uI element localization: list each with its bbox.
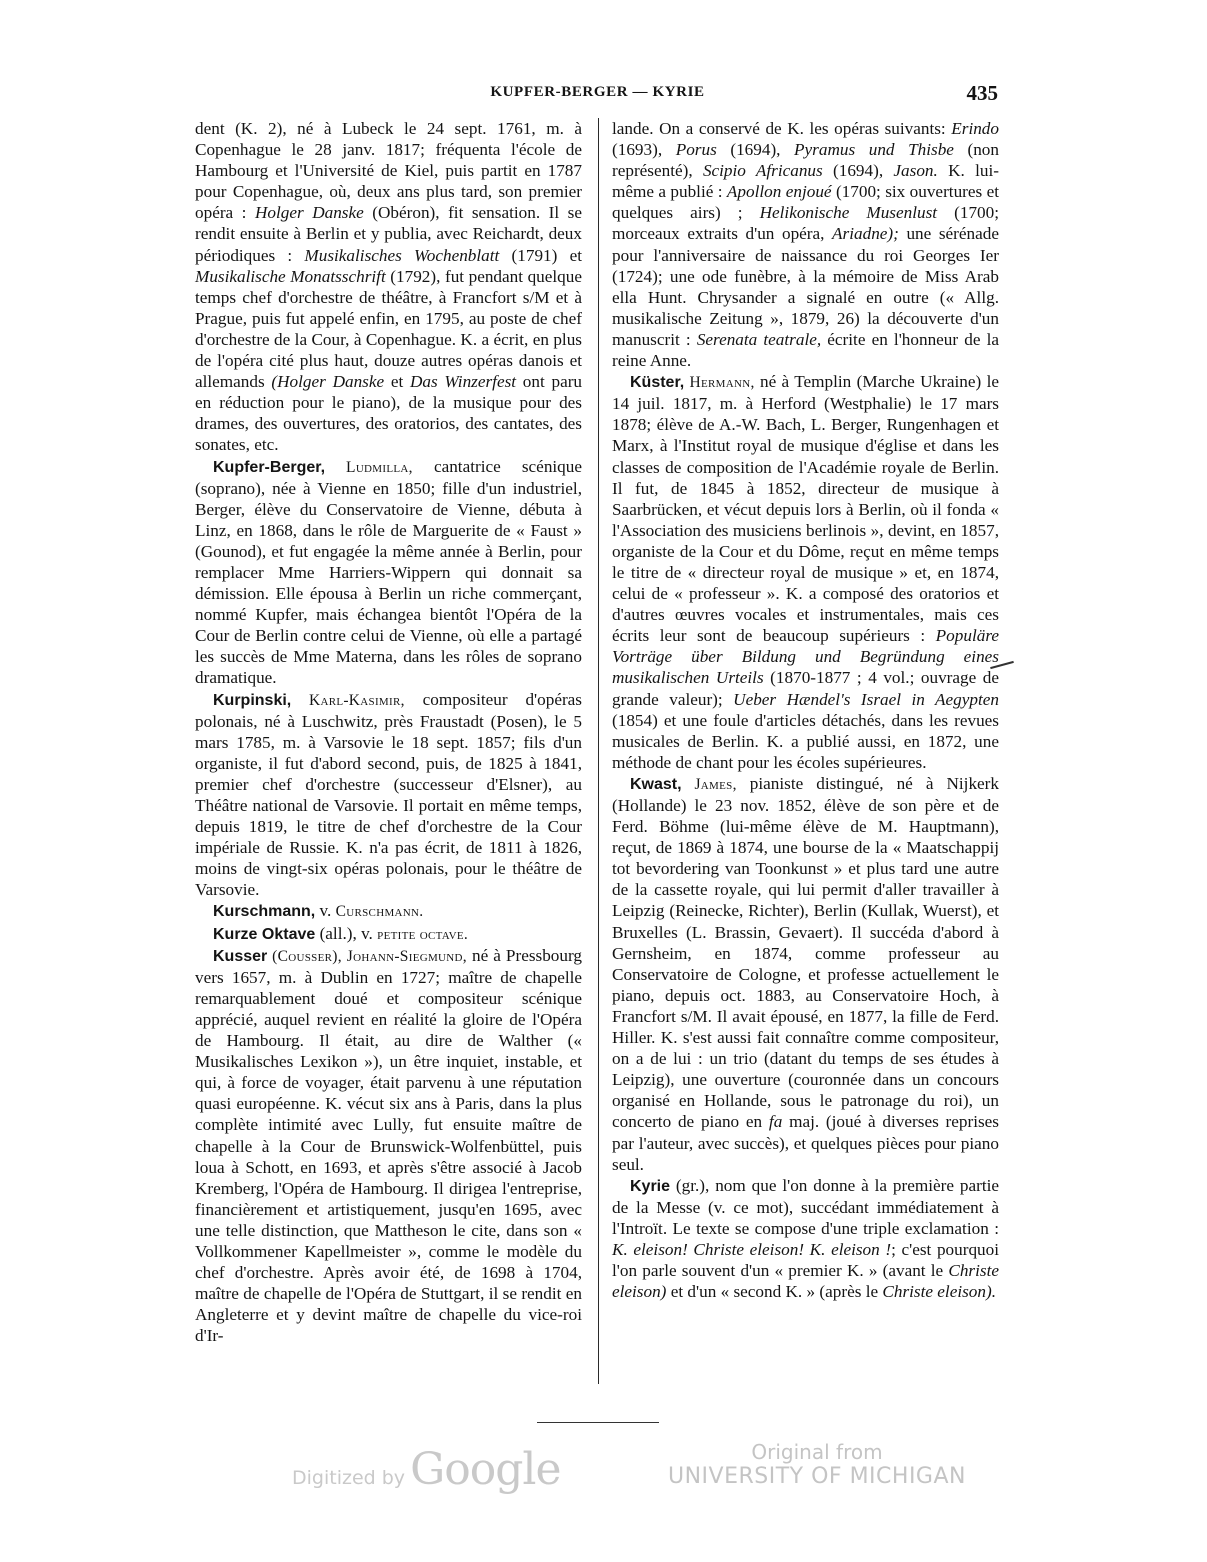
entry-kuster: Küster, Hermann, né à Templin (Marche Ukraine) le 14 juil. 1817, m. à Herford (Westphalie) le 17 mars 1878; élève de A.-W. Bach, L. Berger, Rungenhagen et Marx, à l'Institut royal de musique d'église et dans les classes de composition de l'Académie royale de Berlin. Il fut, de 1845 à 1852, directeur de musique à Saarbrücken, et vécut depuis lors à Berlin, où il fonda « l'Association des musiciens berlinois », devint, en 1857, organiste de la Cour et du Dôme, reçut en même temps le titre de « directeur royal de musique » et, en 1874, celui de « professeur ». K. a composé des oratorios et d'autres œuvres vocales et instrumentales, mais ces écrits leur sont de beaucoup supérieurs : Populäre Vorträge über Bildung und Begründung eines musikalischen Urteils (1870-1877 ; 4 vol.; ouvrage de grande valeur); Ueber Hændel's Israel in Aegypten (1854) et une foule d'articles détachés, dans les revues musicales de Berlin. K. a publié aussi, en 1872, une méthode de chant pour les écoles supérieures. <box>612 372 999 772</box>
headword: Kyrie <box>630 1177 671 1195</box>
page-number: 435 <box>966 81 998 105</box>
original-from-watermark: Original from UNIVERSITY OF MICHIGAN <box>668 1440 966 1489</box>
column-divider <box>598 118 599 1384</box>
end-rule <box>537 1422 659 1423</box>
headword: Kurze Oktave <box>213 925 316 943</box>
entry-kurpinski: Kurpinski, Karl-Kasimir, compositeur d'opéras polonais, né à Luschwitz, près Fraustadt (Posen), le 5 mars 1785, m. à Varsovie le 18 sept. 1857; fils d'un organiste, il fut d'abord second, puis, de 1825 à 1841, premier chef d'orchestre (successeur d'Elsner), au Théâtre national de Varsovie. Il portait en même temps, depuis 1819, le titre de chef d'orchestre de la Cour impériale de Russie. K. n'a pas écrit, de 1811 à 1826, moins de vingt-six opéras polonais, pour le théâtre de Varsovie. <box>195 689 582 900</box>
entry-kurze-oktave: Kurze Oktave (all.), v. petite octave. <box>213 923 469 943</box>
entry-kupfer-berger: Kupfer-Berger, Ludmilla, cantatrice scénique (soprano), née à Vienne en 1850; fille d'un industriel, Berger, élève du Conservatoire de Vienne, débuta à Linz, en 1868, dans le rôle de Marguerite de « Faust » (Gounod), et fut engagée la même année à Berlin, pour remplacer Mme Harriers-Wippern qui donnait sa démission. Elle épousa à Berlin un riche commerçant, nommé Kupfer, mais échangea bientôt l'Opéra de la Cour de Berlin contre celui de Vienne, où elle a partagé les succès de Mme Materna, dans les rôles de soprano dramatique. <box>195 456 583 688</box>
scan-footer <box>0 1440 1207 1510</box>
headword: Kupfer-Berger, <box>213 458 326 476</box>
headword: Kwast, <box>630 775 682 793</box>
headword: Küster, <box>630 374 685 392</box>
digitized-by-google-watermark: Digitized by Google <box>292 1444 561 1495</box>
left-column <box>195 118 582 1346</box>
entry-continuation: dent (K. 2), né à Lubeck le 24 sept. 1761, m. à Copenhague le 28 janv. 1817; fréquenta l'école de Hambourg et l'Université de Kiel, puis partit en 1787 pour Copenhague, où, deux ans plus tard, son premier opéra : Holger Danske (Obéron), fit sensation. Il se rendit ensuite à Berlin et y publia, avec Reichardt, deux périodiques : Musikalisches Wochenblatt (1791) et Musikalische Monatsschrift (1792), fut pendant quelque temps chef d'orchestre de théâtre, à Francfort s/M et à Prague, puis fut appelé enfin, en 1795, au poste de chef d'orchestre de la Cour, à Copenhague. K. a écrit, en plus de l'opéra cité plus haut, douze autres opéras danois et allemands (Holger Danske et Das Winzerfest ont paru en réduction pour le piano), de la musique pour des drames, des ouvertures, des oratorios, des cantates, des sonates, etc. <box>195 119 583 455</box>
google-wordmark: Google <box>410 1444 561 1495</box>
entry-kusser: Kusser (Cousser), Johann-Siegmund, né à Pressbourg vers 1657, m. à Dublin en 1727; maître de chapelle remarquablement doué et compositeur scénique apprécié, auquel revient en réalité la gloire de l'Opéra de Hambourg. Il était, au dire de Walther (« Musikalisches Lexikon »), un être inquiet, instable, et qui, à force de voyager, était parvenu à une réputation quasi européenne. K. vécut six ans à Paris, dans la plus complète intimité avec Lully, fut ensuite maître de chapelle à la Cour de Brunswick-Wolfenbüttel, puis loua à Schott, en 1693, et après s'être associé à Jacob Kremberg, l'Opéra de Hambourg. Il dirigea l'entreprise, financièrement et artistiquement, jusqu'en 1695, avec une telle distinction, que Mattheson le cite, dans son « Vollkommener Kapellmeister », comme le modèle du chef d'orchestre. Après avoir été, de 1698 à 1704, maître de chapelle de l'Opéra de Stuttgart, il se rendit en Angleterre et y devint maître de chapelle du vice-roi d'Ir- <box>195 945 582 1346</box>
page-header <box>195 81 1000 110</box>
entry-kwast: Kwast, James, pianiste distingué, né à Nijkerk (Hollande) le 23 nov. 1852, élève de son père et de Ferd. Böhme (lui-même élève de M. Hauptmann), reçut, de 1869 à 1874, une bourse de la « Maatschappij tot bevordering van Toonkunst » et plus tard une autre de la cassette royale, qui lui permit d'aller travailler à Leipzig (Reinecke, Richter), Berlin (Kullak, Wuerst), et Bruxelles (L. Brassin, Gevaert). Il succéda d'abord à Gernsheim, en 1874, comme professeur au Conservatoire de Cologne, et professe actuellement le piano, depuis oct. 1883, au Conservatoire Hoch, à Francfort s/M. Il avait épousé, en 1877, la fille de Ferd. Hiller. K. s'est aussi fait connaître comme compositeur, on a de lui : un trio (datant du temps de ses études à Leipzig), une ouverture (couronnée dans un concours organisé en Hollande, sous le patronage du roi), un concerto de piano en fa maj. (joué à diverses reprises par l'auteur, avec succès), et quelques pièces pour piano seul. <box>612 773 999 1174</box>
right-column <box>612 118 999 1302</box>
running-title: KUPFER-BERGER — KYRIE <box>490 84 705 100</box>
headword: Kurpinski, <box>213 691 292 709</box>
entry-kyrie: Kyrie (gr.), nom que l'on donne à la première partie de la Messe (v. ce mot), succédant immédiatement à l'Introït. Le texte se compose d'une triple exclamation : K. eleison! Christe eleison! K. eleison !; c'est pourquoi l'on parle souvent d'un « premier K. » (avant le Christe eleison) et d'un « second K. » (après le Christe eleison). <box>612 1175 1000 1302</box>
headword: Kusser <box>213 947 268 965</box>
entry-kurschmann: Kurschmann, v. Curschmann. <box>213 901 424 921</box>
headword: Kurschmann, <box>213 903 316 921</box>
entry-continuation: lande. On a conservé de K. les opéras suivants: Erindo (1693), Porus (1694), Pyramus und Thisbe (non représenté), Scipio Africanus (1694), Jason. K. lui-même a publié : Apollon enjoué (1700; six ouvertures et quelques airs) ; Helikonische Musenlust (1700; morceaux extraits d'un opéra, Ariadne); une sérénade pour l'anniversaire de naissance du roi Georges Ier (1724); une ode funèbre, à la mémoire de Miss Arab ella Hunt. Chrysander a signalé en outre (« Allg. musikalische Zeitung », 1879, 26) la découverte d'un manuscrit : Serenata teatrale, écrite en l'honneur de la reine Anne. <box>612 119 999 371</box>
